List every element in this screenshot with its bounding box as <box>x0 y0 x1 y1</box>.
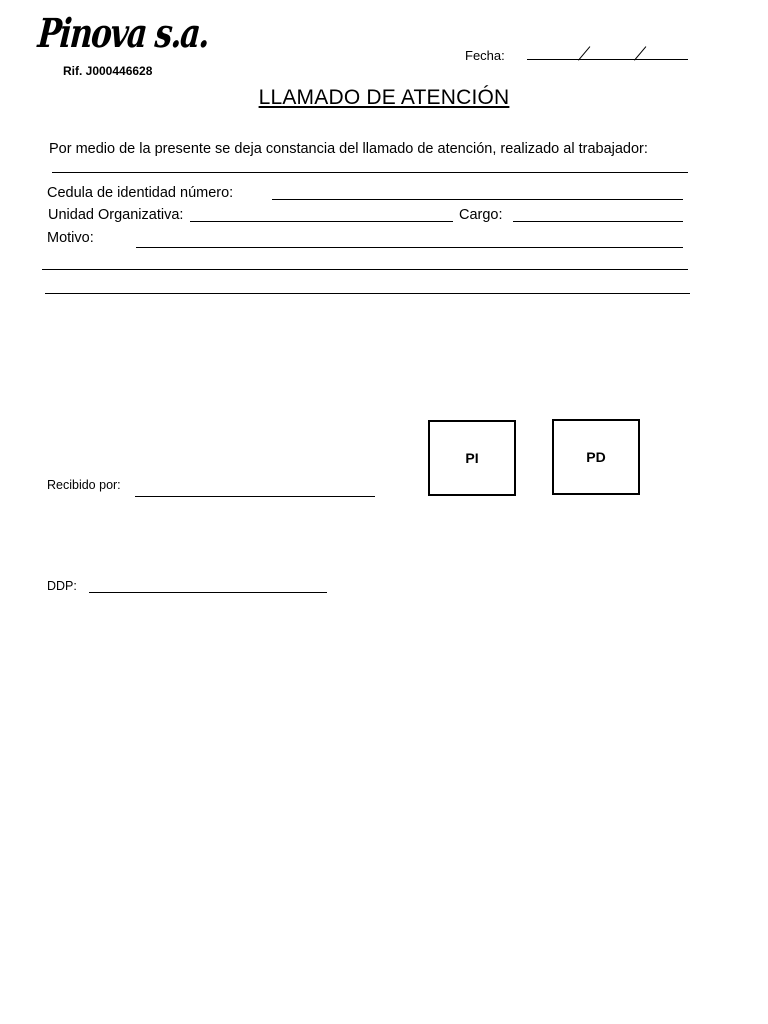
motivo-label: Motivo: <box>47 230 94 246</box>
fingerprint-left-box: PI <box>428 420 516 496</box>
rif-number: Rif. J000446628 <box>63 64 153 78</box>
cargo-line <box>513 221 683 222</box>
ddp-line <box>89 592 327 593</box>
unidad-label: Unidad Organizativa: <box>48 207 184 223</box>
worker-name-line <box>52 172 688 173</box>
fecha-label: Fecha: <box>465 48 505 63</box>
unidad-line <box>190 221 453 222</box>
cargo-label: Cargo: <box>459 207 503 223</box>
document-title: LLAMADO DE ATENCIÓN <box>258 86 510 109</box>
motivo-line-1 <box>136 247 683 248</box>
cedula-line <box>272 199 683 200</box>
motivo-line-3 <box>45 293 690 294</box>
recibido-line <box>135 496 375 497</box>
fingerprint-right-box: PD <box>552 419 640 495</box>
fecha-line <box>527 59 688 60</box>
company-logo: Pinova s.a. <box>36 10 211 57</box>
cedula-label: Cedula de identidad número: <box>47 185 234 201</box>
recibido-label: Recibido por: <box>47 478 121 492</box>
intro-text: Por medio de la presente se deja constancia del llamado de atención, realizado al trabajador: <box>49 141 648 157</box>
ddp-label: DDP: <box>47 579 77 593</box>
motivo-line-2 <box>42 269 688 270</box>
